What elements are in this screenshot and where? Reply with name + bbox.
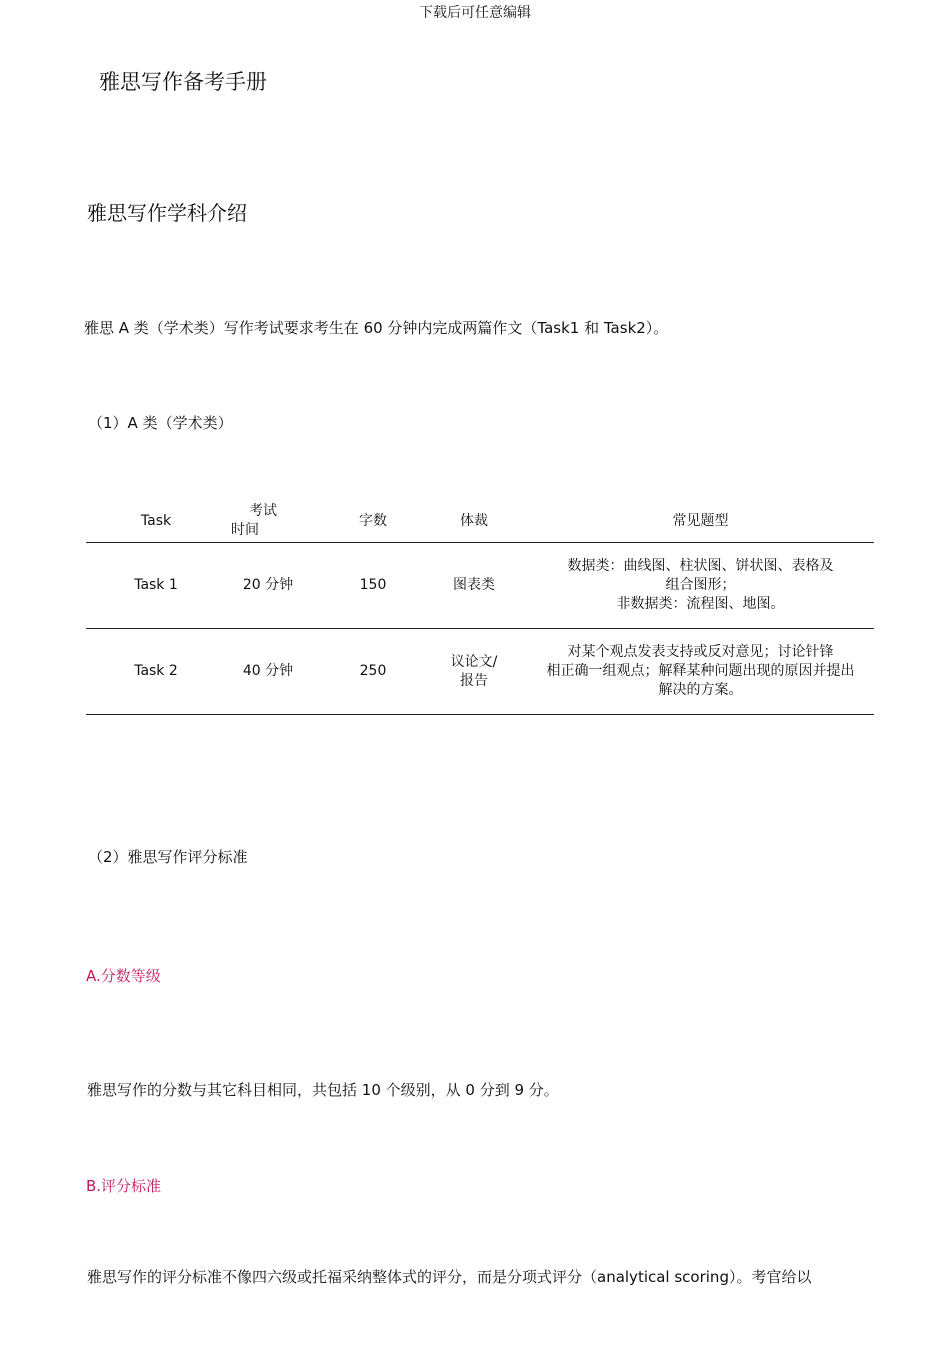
cell-time: 40 分钟 bbox=[242, 663, 294, 679]
header-types: 常见题型 bbox=[672, 512, 729, 529]
cell-time: 20 分钟 bbox=[242, 577, 294, 593]
table-header-row bbox=[86, 500, 874, 543]
section-heading: 雅思写作学科介绍 bbox=[87, 201, 247, 225]
table-row bbox=[86, 543, 874, 629]
subsection-scoring: （2）雅思写作评分标准 bbox=[88, 848, 248, 866]
cell-genre: 议论文/ 报告 bbox=[450, 653, 498, 689]
intro-paragraph: 雅思 A 类（学术类）写作考试要求考生在 60 分钟内完成两篇作文（Task1 和 Task2）。 bbox=[84, 319, 669, 337]
task-table bbox=[86, 500, 874, 715]
header-words: 字数 bbox=[359, 512, 387, 529]
cell-types: 数据类：曲线图、柱状图、饼状图、表格及 组合图形； 非数据类：流程图、地图。 bbox=[567, 558, 834, 612]
cell-task: Task 1 bbox=[134, 577, 178, 593]
cell-words: 250 bbox=[359, 663, 387, 679]
subheading-criteria: B.评分标准 bbox=[86, 1177, 162, 1195]
score-paragraph: 雅思写作的分数与其它科目相同，共包括 10 个级别，从 0 分到 9 分。 bbox=[87, 1081, 559, 1099]
page-header-note: 下载后可任意编辑 bbox=[419, 5, 531, 21]
header-task: Task bbox=[140, 512, 172, 529]
table-row bbox=[86, 629, 874, 715]
criteria-paragraph: 雅思写作的评分标准不像四六级或托福采纳整体式的评分，而是分项式评分（analytical scoring）。考官给以 bbox=[87, 1268, 812, 1286]
document-title: 雅思写作备考手册 bbox=[99, 70, 267, 94]
header-time-line1: 考试 bbox=[249, 503, 277, 519]
header-genre: 体裁 bbox=[460, 512, 488, 529]
cell-genre: 图表类 bbox=[453, 577, 495, 593]
cell-words: 150 bbox=[359, 577, 387, 593]
subsection-academic: （1）A 类（学术类） bbox=[88, 414, 233, 432]
cell-types: 对某个观点发表支持或反对意见；讨论针锋 相正确一组观点；解释某种问题出现的原因并提出 解决的方案。 bbox=[546, 644, 855, 698]
header-time bbox=[211, 500, 325, 542]
cell-task: Task 2 bbox=[134, 663, 178, 679]
subheading-score-levels: A.分数等级 bbox=[86, 967, 161, 985]
header-time-line2: 时间 bbox=[231, 522, 259, 538]
